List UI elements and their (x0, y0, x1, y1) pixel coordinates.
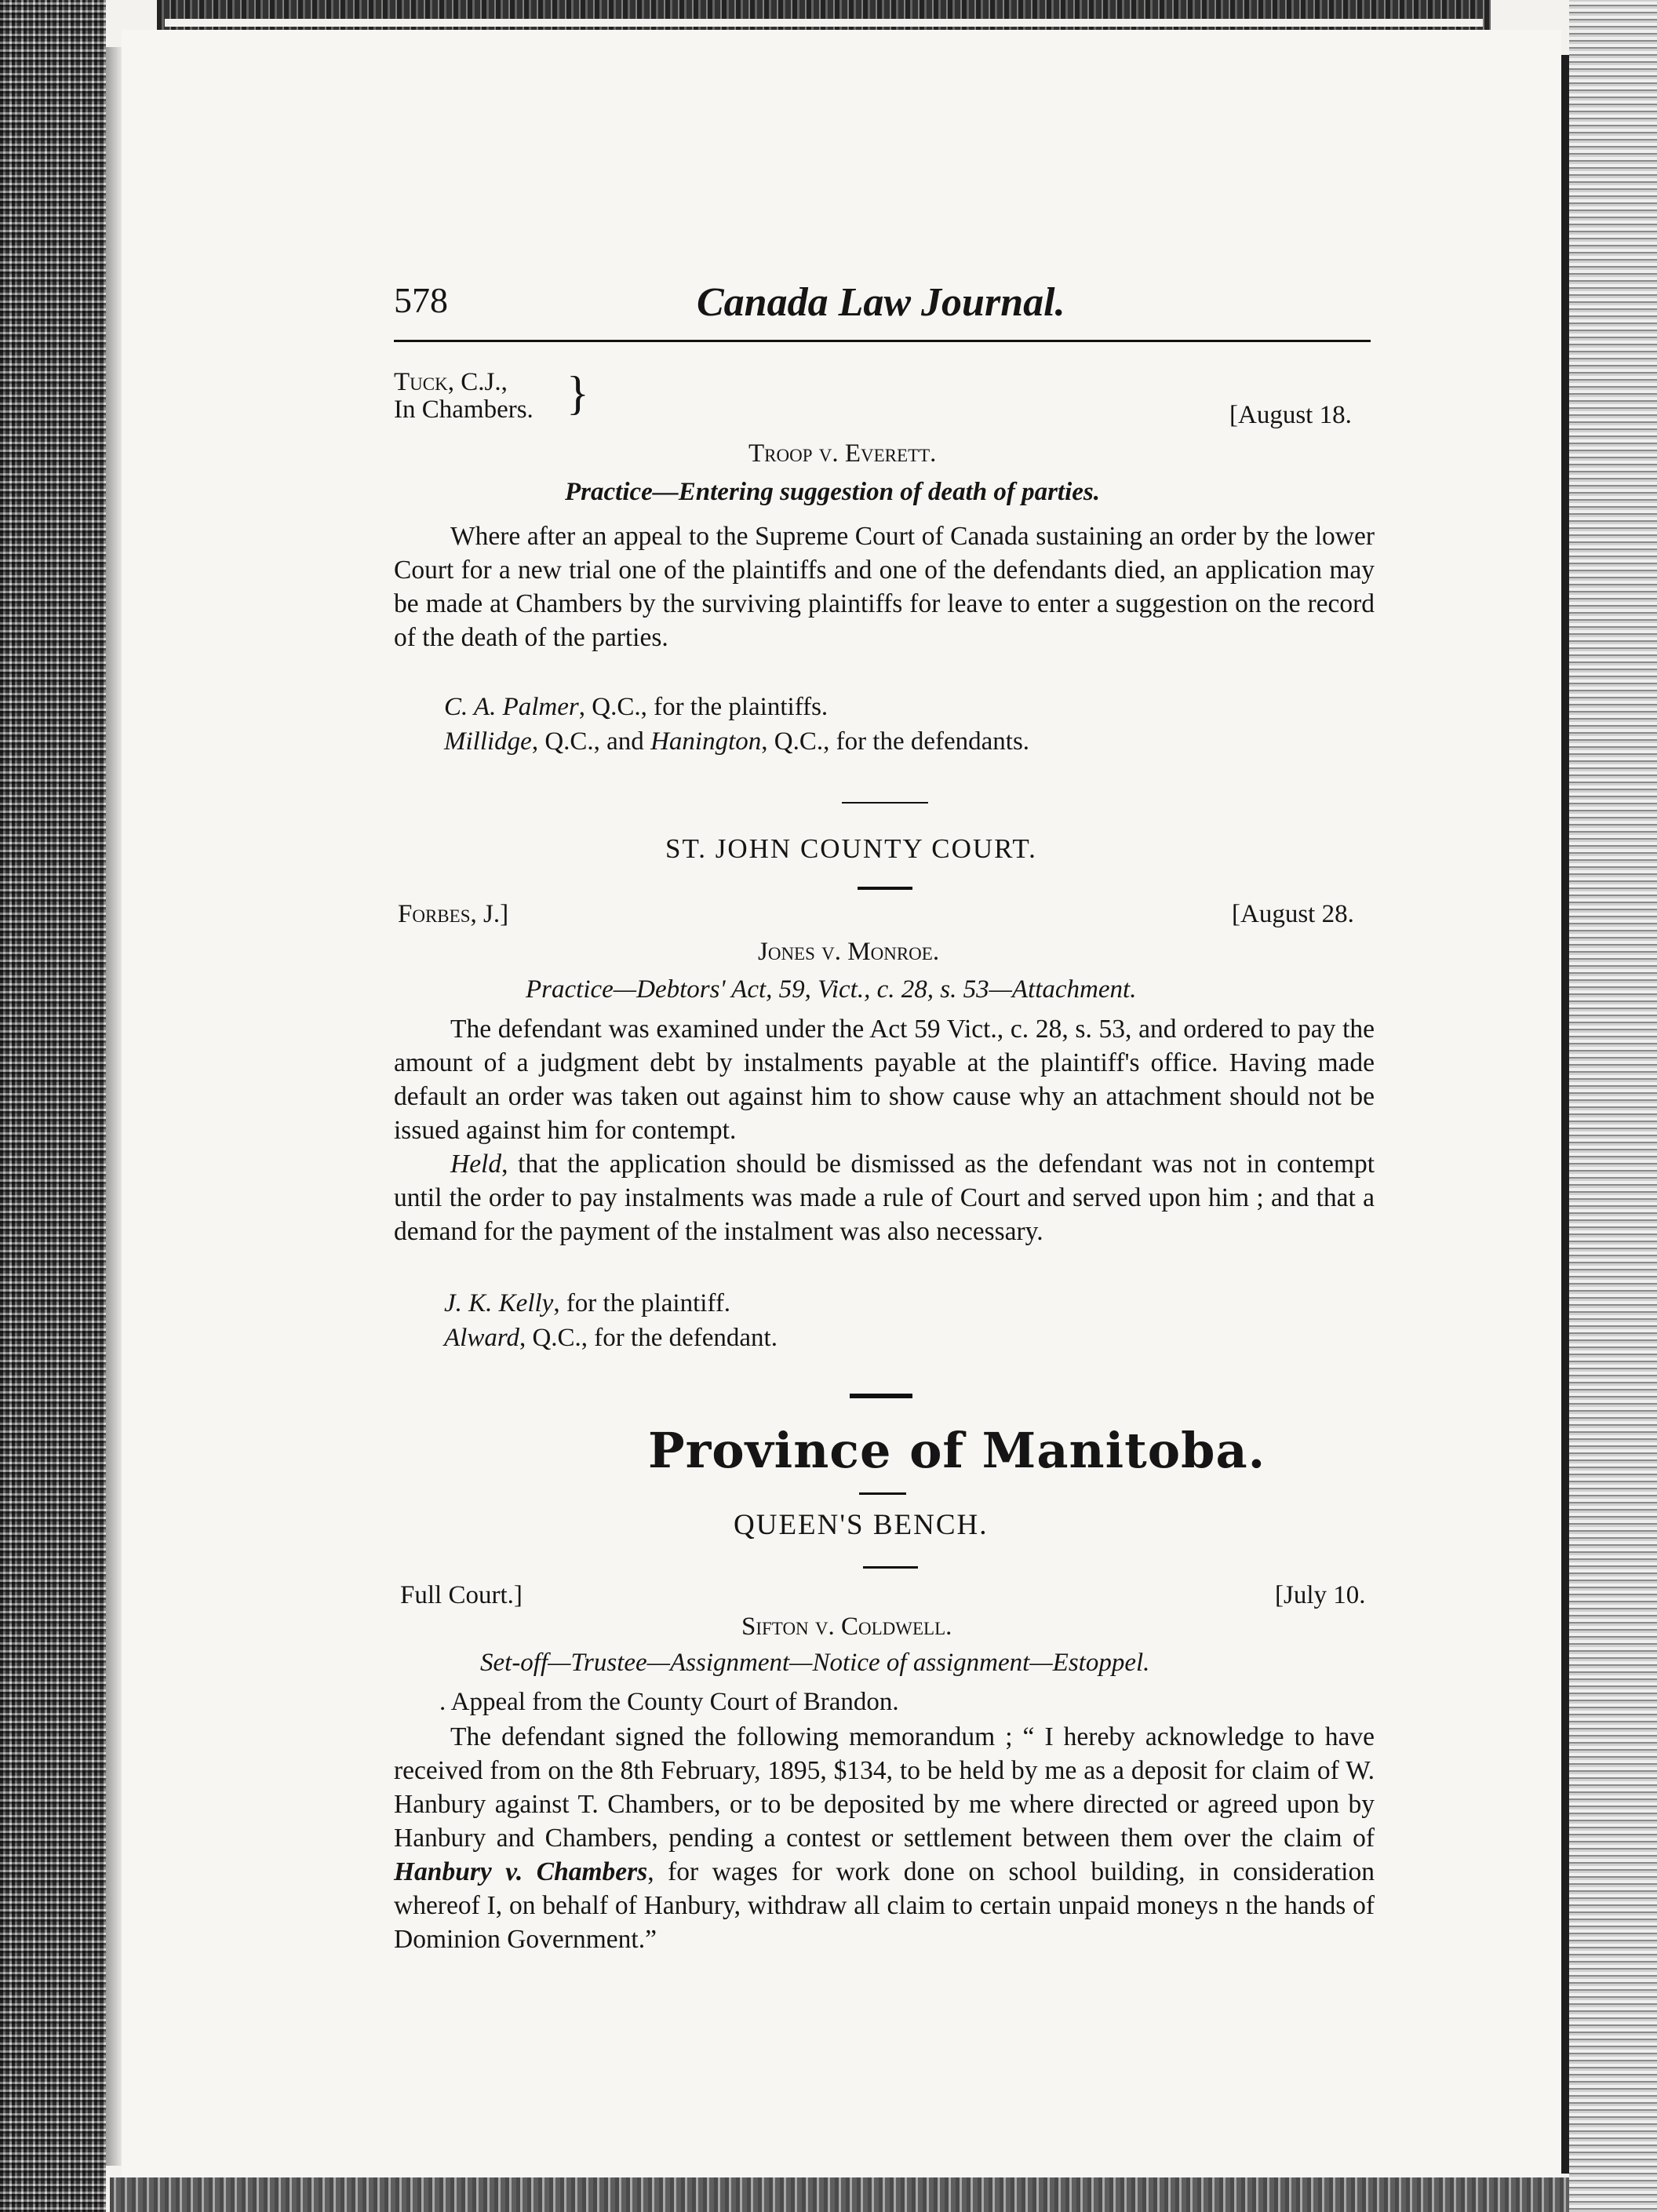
case2-judge: Forbes, J.] (398, 900, 509, 928)
court-heading-rule-1 (858, 887, 912, 890)
section-divider-2 (850, 1394, 912, 1398)
case1-counsel1-name: C. A. Palmer (444, 693, 579, 721)
case1-counsel2-name2: Hanington (650, 727, 762, 756)
case3-date: [July 10. (1275, 1581, 1366, 1609)
case1-paragraph: Where after an appeal to the Supreme Court of Canada sustaining an order by the lower Court for a new trial one of the plaintiffs and one of the defendants died, an application may be made at Chambers by the surviving plaintiffs for leave to enter a suggestion on the record of the death of the parties. (394, 522, 1375, 652)
case1-counsel1-rest: , Q.C., for the plaintiffs. (578, 693, 828, 721)
scan-top-gap (165, 19, 1483, 27)
case1-counsel2 (444, 725, 1029, 759)
court-heading-rule-2 (863, 1566, 918, 1569)
case2-counsel1-name: J. K. Kelly (444, 1289, 554, 1317)
case1-counsel2-rest: , Q.C., for the defendants. (761, 727, 1030, 756)
province-heading: Province of Manitoba. (648, 1422, 1266, 1479)
case3-case-ref: Hanbury v. Chambers (394, 1857, 648, 1886)
case1-title: Troop v. Everett. (748, 439, 937, 468)
case2-counsel2 (444, 1321, 778, 1355)
case2-paragraph1: The defendant was examined under the Act 59 Vict., c. 28, s. 53, and ordered to pay the amount of a judgment debt by instalments payable at the plaintiff's office. Having made default an order was taken out against him to show cause why an attachment should not be issued against him for contempt. (394, 1015, 1375, 1145)
section-divider-1 (842, 802, 928, 804)
province-heading-rule (859, 1492, 906, 1495)
case2-paragraph2 (394, 1147, 1375, 1248)
case3-paragraph-end: , for wages for work done on school building, in consideration whereof I, on behalf of Hanbury, withdraw all claim to certain unpaid moneys n the hands of Dominion Government.” (394, 1857, 1375, 1954)
scan-bottom-edge (110, 2177, 1569, 2212)
case1-counsel1 (444, 691, 828, 724)
case2-counsel2-name: Alward (444, 1324, 519, 1352)
case2-subject: Practice—Debtors' Act, 59, Vict., c. 28, s. 53—Attachment. (526, 975, 1137, 1004)
case3-subject: Set-off—Trustee—Assignment—Notice of assignment—Estoppel. (480, 1649, 1150, 1677)
scan-right-edge (1569, 0, 1657, 2212)
case2-counsel1-rest: , for the plaintiff. (553, 1289, 731, 1317)
scan-binding-shadow (106, 47, 122, 2166)
case2-title: Jones v. Monroe. (758, 938, 940, 966)
case1-counsel2-name1: Millidge (444, 727, 532, 756)
case2-counsel2-rest: , Q.C., for the defendant. (519, 1324, 778, 1352)
header-rule (394, 340, 1371, 342)
scan-page-edge (1561, 55, 1569, 2174)
case2-counsel1 (444, 1287, 730, 1321)
court-heading-st-john: ST. JOHN COUNTY COURT. (665, 833, 1037, 864)
case1-counsel2-mid: , Q.C., and (531, 727, 651, 756)
case3-title: Sifton v. Coldwell. (741, 1613, 952, 1641)
case1-judge-line2: In Chambers. (394, 395, 534, 424)
case3-paragraph (394, 1720, 1375, 1956)
case3-appeal: . Appeal from the County Court of Brandon. (439, 1688, 899, 1716)
case1-subject: Practice—Entering suggestion of death of parties. (565, 478, 1101, 506)
case1-date: [August 18. (1229, 401, 1352, 429)
case2-date: [August 28. (1232, 900, 1354, 928)
case1-brace: } (566, 367, 589, 419)
case1-judge-line1: Tuck, C.J., (394, 368, 508, 396)
case2-held-word: Held (450, 1150, 502, 1179)
scan-left-edge (0, 0, 106, 2212)
page-number: 578 (394, 280, 448, 320)
journal-title: Canada Law Journal. (697, 280, 1065, 325)
case3-paragraph-start: The defendant signed the following memorandum ; “ I hereby acknowledge to have received from on the 8th February, 1895, $134, to be held by me as a deposit for claim of W. Hanbury against T. Chambers, or to be deposited by me where directed or agreed upon by Hanbury and Chambers, pending a contest or settlement between them over the claim of (394, 1722, 1375, 1853)
case3-court: Full Court.] (400, 1581, 523, 1609)
case2-paragraph2-text: , that the application should be dismissed as the defendant was not in contempt until the order to pay instalments was made a rule of Court and served upon him ; and that a demand for the payment of the instalment was also necessary. (394, 1150, 1375, 1246)
court-heading-queens-bench: QUEEN'S BENCH. (734, 1509, 989, 1541)
